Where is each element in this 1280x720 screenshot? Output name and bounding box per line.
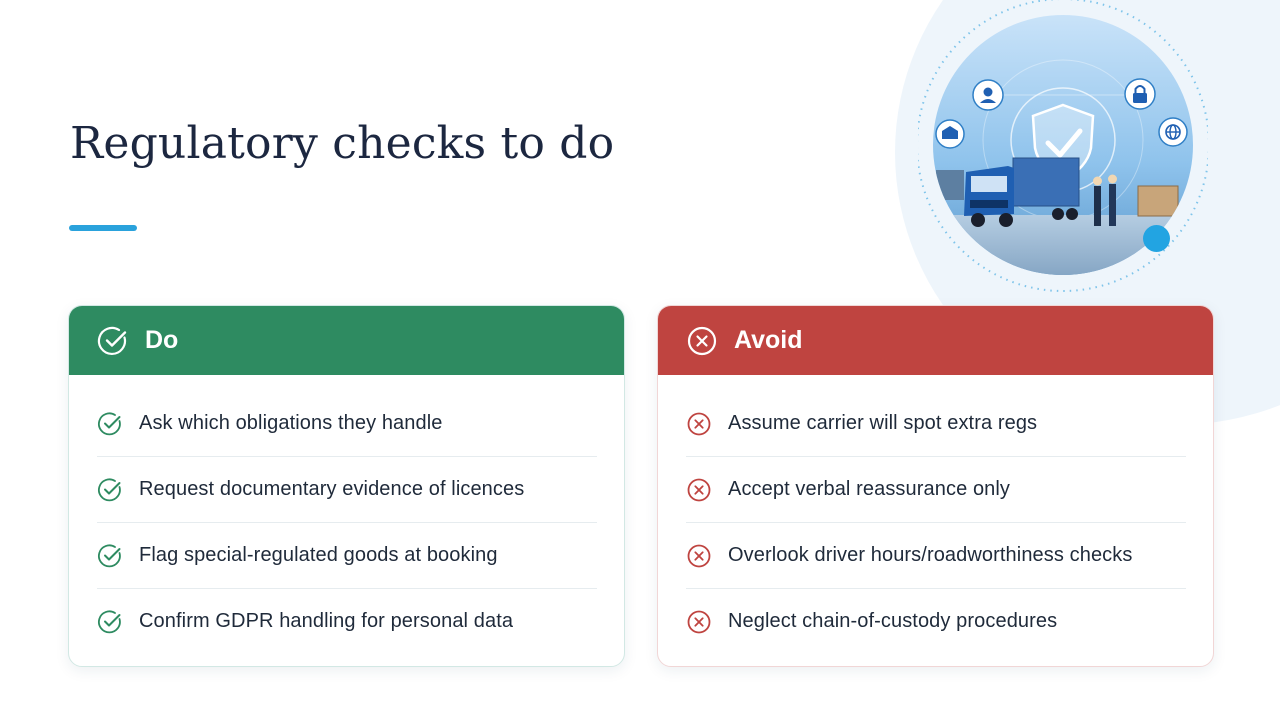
list-item-text: Assume carrier will spot extra regs	[728, 412, 1038, 434]
title-underline	[69, 225, 137, 231]
list-item	[686, 457, 1186, 523]
list-item	[97, 589, 597, 654]
do-list	[69, 375, 624, 654]
globe-icon	[1159, 118, 1187, 146]
list-item-text: Confirm GDPR handling for personal data	[139, 610, 514, 632]
list-item	[686, 391, 1186, 457]
list-item-text: Ask which obligations they handle	[139, 412, 443, 434]
avoid-list	[658, 375, 1213, 654]
check-circle-icon	[97, 477, 123, 503]
x-circle-icon	[686, 543, 712, 569]
list-item-text: Overlook driver hours/roadworthiness checks	[728, 544, 1133, 566]
list-item	[686, 523, 1186, 589]
page-title: Regulatory checks to do	[70, 118, 615, 169]
user-icon	[973, 80, 1003, 110]
hero-image	[918, 0, 1208, 296]
list-item	[686, 589, 1186, 654]
x-circle-icon	[686, 325, 718, 357]
check-circle-icon	[97, 325, 129, 357]
list-item	[97, 391, 597, 457]
list-item-text: Request documentary evidence of licences	[139, 478, 525, 500]
x-circle-icon	[686, 477, 712, 503]
do-card-header	[69, 306, 624, 375]
avoid-card-header	[658, 306, 1213, 375]
do-card	[68, 305, 625, 667]
warehouse-icon	[936, 120, 964, 148]
lock-icon	[1125, 79, 1155, 109]
check-circle-icon	[97, 609, 123, 635]
list-item	[97, 523, 597, 589]
list-item	[97, 457, 597, 523]
avoid-card	[657, 305, 1214, 667]
list-item-text: Flag special-regulated goods at booking	[139, 544, 498, 566]
list-item-text: Neglect chain-of-custody procedures	[728, 610, 1058, 632]
list-item-text: Accept verbal reassurance only	[728, 478, 1011, 500]
x-circle-icon	[686, 609, 712, 635]
x-circle-icon	[686, 411, 712, 437]
check-circle-icon	[97, 411, 123, 437]
avoid-card-title: Avoid	[734, 326, 803, 354]
do-card-title: Do	[145, 326, 179, 354]
check-circle-icon	[97, 543, 123, 569]
accent-dot	[1143, 225, 1170, 252]
